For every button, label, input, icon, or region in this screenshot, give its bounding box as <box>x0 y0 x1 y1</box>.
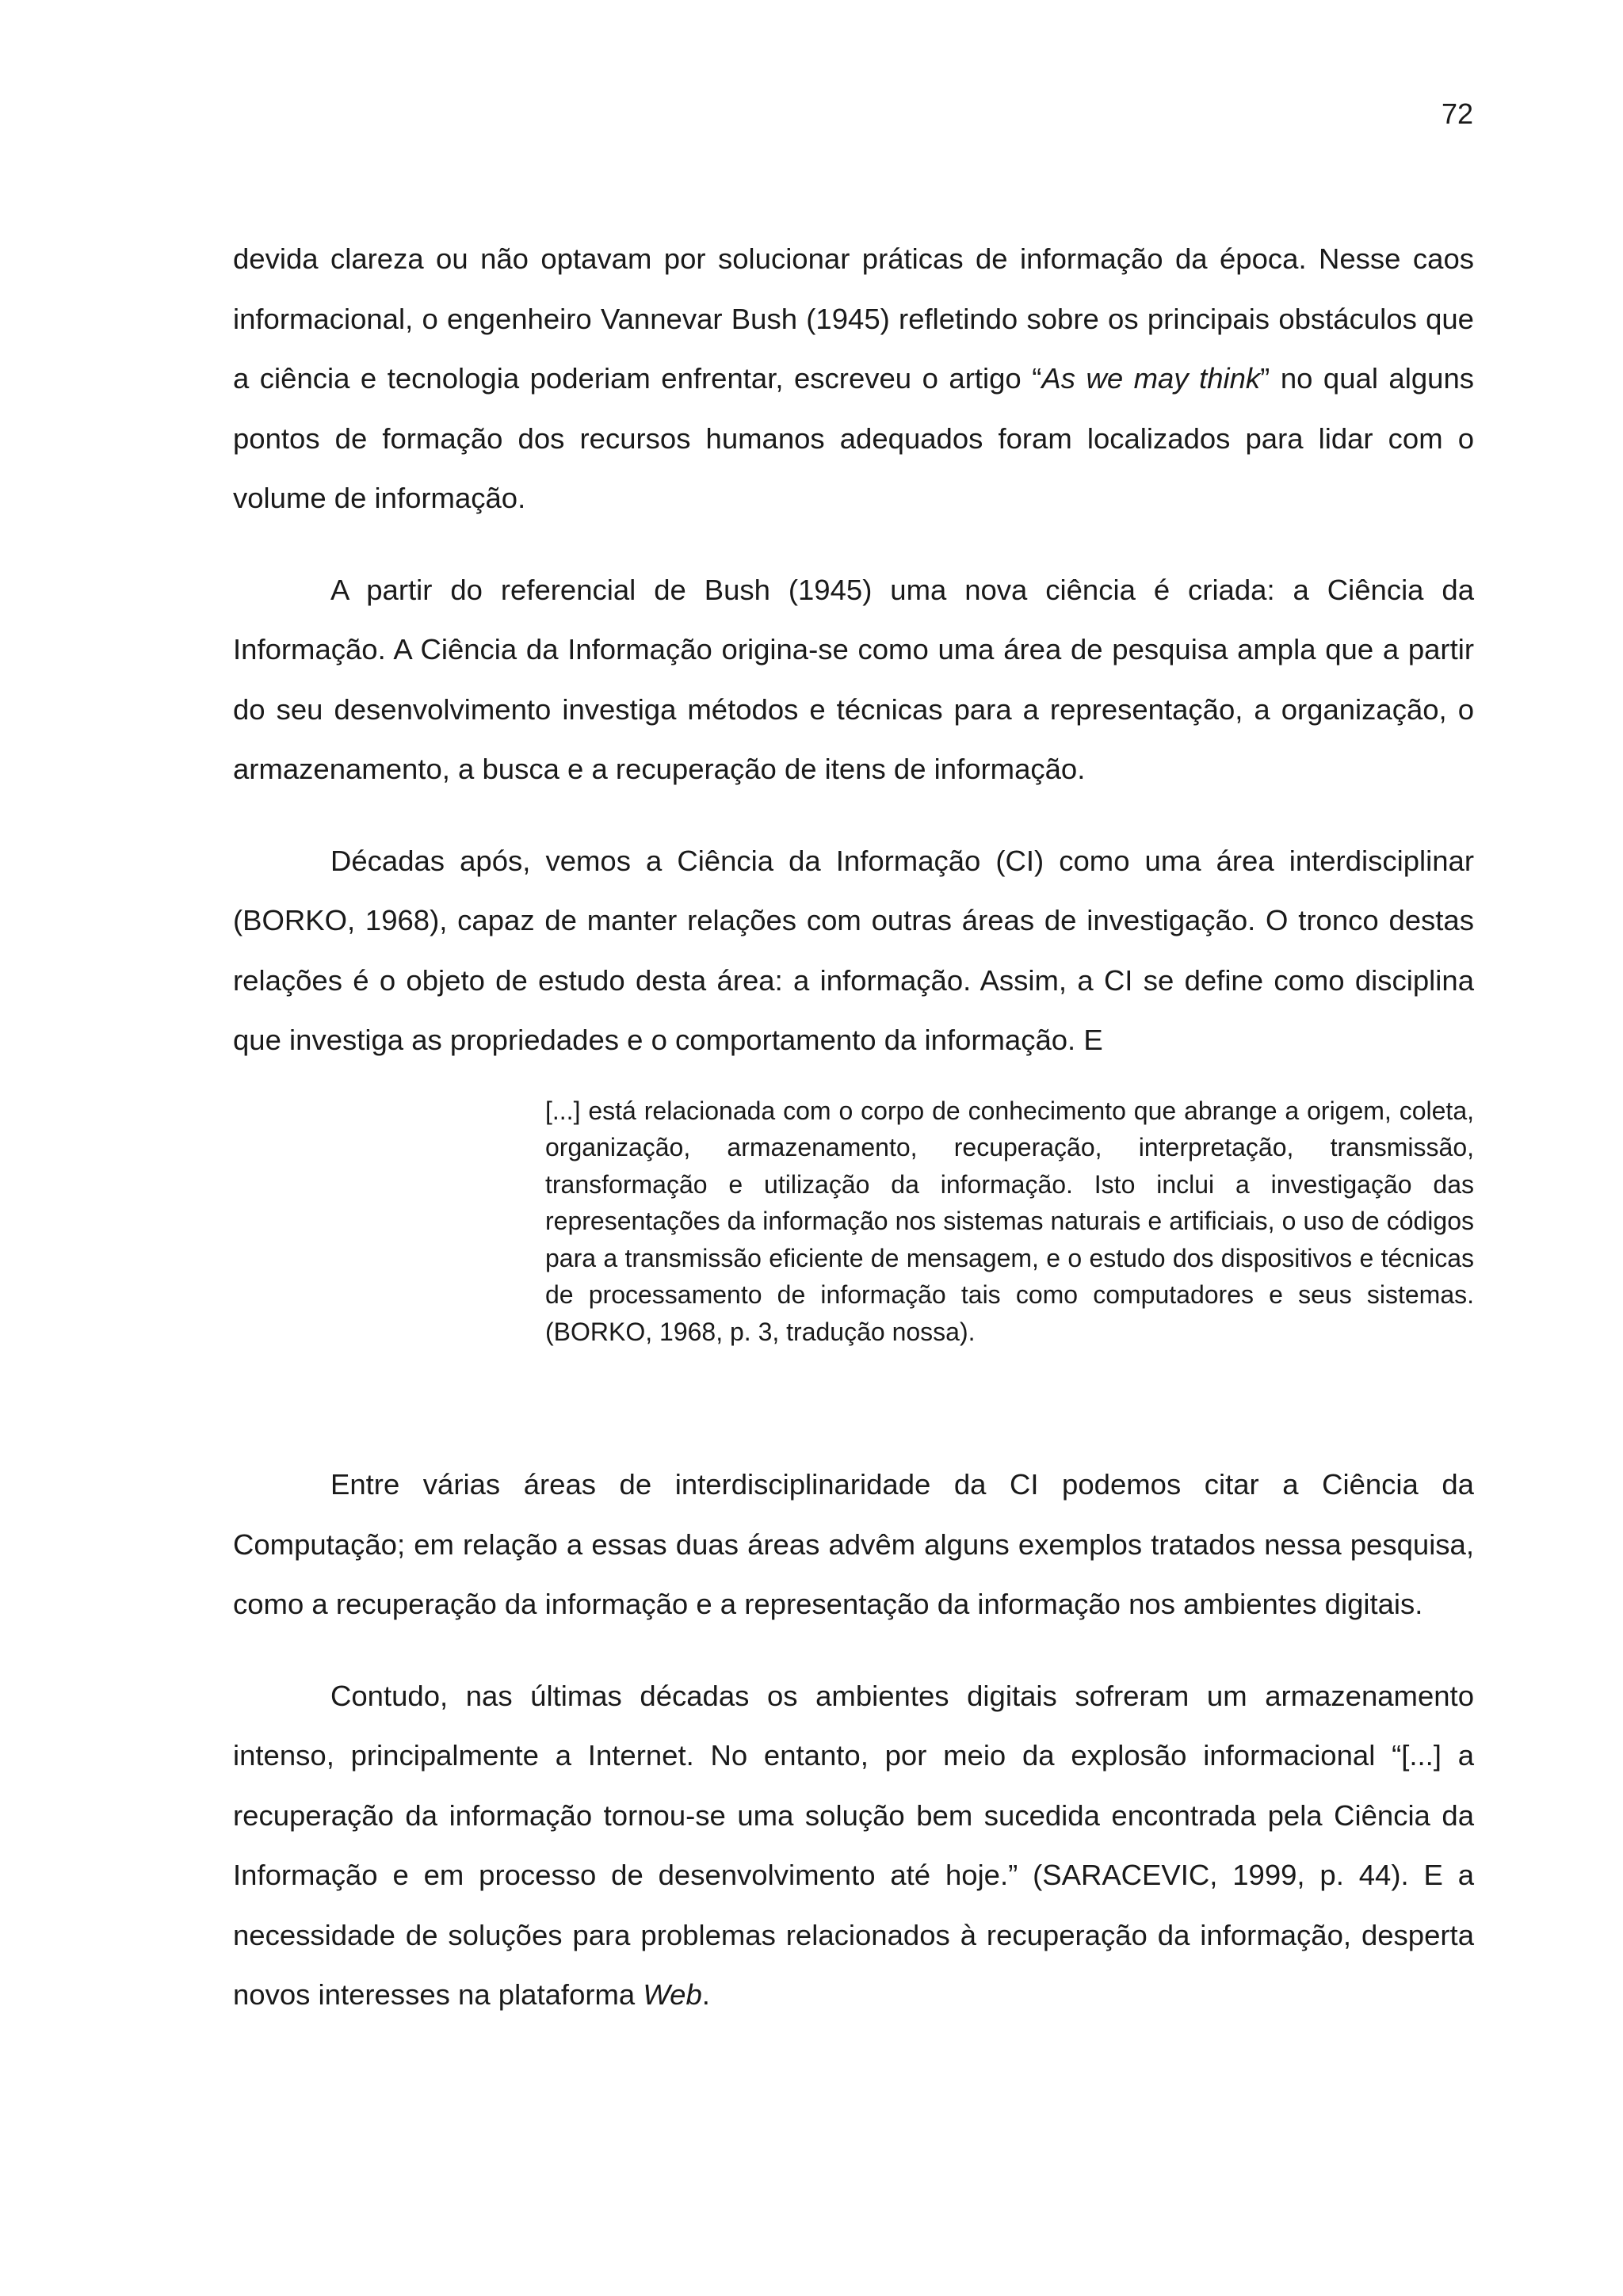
paragraph-5 <box>233 1666 1474 2025</box>
web-term: Web <box>643 1978 702 2011</box>
paragraph-1-text-b: ” no qual alguns pontos de formação dos recursos humanos adequados foram localizados para lidar com o volume de informação. <box>233 362 1474 514</box>
paragraph-5-text-a: Contudo, nas últimas décadas os ambientes digitais sofreram um armazenamento intenso, principalmente a Internet. No entanto, por meio da explosão informacional “[...] a recuperação da informação tornou-se uma solução bem sucedida encontrada pela Ciência da Informação e em processo de desenvolvimento até hoje.” (SARACEVIC, 1999, p. 44). E a necessidade de soluções para problemas relacionados à recuperação da informação, desperta novos interesses na plataforma <box>233 1679 1474 2011</box>
page-number: 72 <box>1441 97 1473 130</box>
paragraph-2: A partir do referencial de Bush (1945) uma nova ciência é criada: a Ciência da Informação. A Ciência da Informação origina-se como uma área de pesquisa ampla que a partir do seu desenvolvimento investiga métodos e técnicas para a representação, a organização, o armazenamento, a busca e a recuperação de itens de informação. <box>233 573 1474 785</box>
paragraph-5-text-b: . <box>701 1978 710 2011</box>
paragraph-3: Décadas após, vemos a Ciência da Informação (CI) como uma área interdisciplinar (BORKO, 1968), capaz de manter relações com outras áreas de investigação. O tronco destas relações é o objeto de estudo desta área: a informação. Assim, a CI se define como disciplina que investiga as propriedades e o comportamento da informação. E <box>233 844 1474 1056</box>
article-title: As we may think <box>1041 362 1261 395</box>
paragraph-1 <box>233 229 1474 528</box>
block-quote: [...] está relacionada com o corpo de conhecimento que abrange a origem, coleta, organização, armazenamento, recuperação, interpretação, transmissão, transformação e utilização da informação. Isto inclui a investigação das representações da informação nos sistemas naturais e artificiais, o uso de códigos para a transmissão eficiente de mensagem, e o estudo dos dispositivos e técnicas de processamento de informação tais como computadores e seus sistemas. (BORKO, 1968, p. 3, tradução nossa). <box>545 1096 1474 1346</box>
document-body <box>233 229 1474 2025</box>
paragraph-4: Entre várias áreas de interdisciplinaridade da CI podemos citar a Ciência da Computação; em relação a essas duas áreas advêm alguns exemplos tratados nessa pesquisa, como a recuperação da informação e a representação da informação nos ambientes digitais. <box>233 1468 1474 1620</box>
paragraph-1-text-a: devida clareza ou não optavam por solucionar práticas de informação da época. Nesse caos informacional, o engenheiro Vannevar Bush (1945) refletindo sobre os principais obstáculos que a ciência e tecnologia poderiam enfrentar, escreveu o artigo “ <box>233 242 1474 395</box>
